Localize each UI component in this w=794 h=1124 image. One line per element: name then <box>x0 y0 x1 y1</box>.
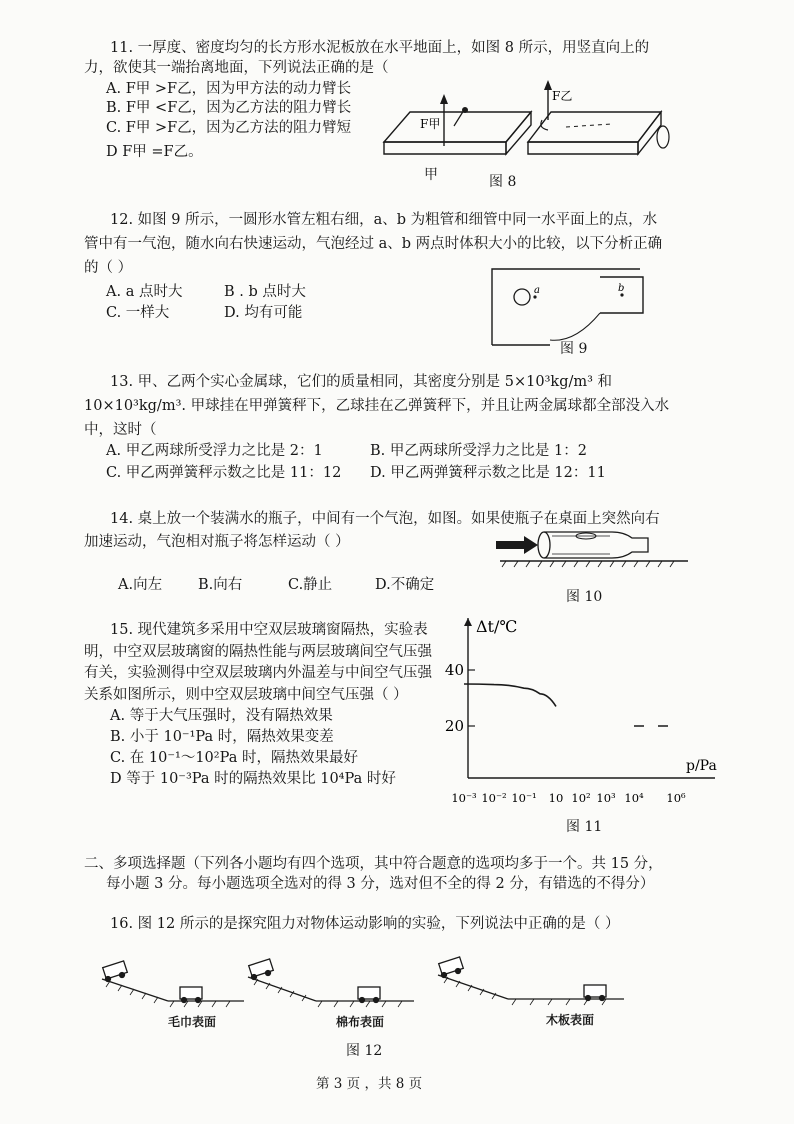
x-tick-label-5: 10³ <box>596 791 616 805</box>
q15-stem-line1: 15. 现代建筑多采用中空双层玻璃窗隔热，实验表 <box>110 622 428 638</box>
figure8-label-jia: 甲 <box>424 167 438 183</box>
q12-option-c: C. 一样大 <box>106 305 170 321</box>
q16-stem: 16. 图 12 所示的是探究阻力对物体运动影响的实验，下列说法中正确的是（ ） <box>110 916 620 932</box>
water-bottle <box>538 532 648 558</box>
ramp-setup-wood <box>438 957 624 1005</box>
q14-stem-line1: 14. 桌上放一个装满水的瓶子，中间有一个气泡，如图。如果使瓶子在桌面上突然向右 <box>110 511 660 527</box>
q14-option-b: B.向右 <box>198 577 243 593</box>
q15-option-a: A. 等于大气压强时，没有隔热效果 <box>110 708 333 724</box>
section2-heading-line2: 每小题 3 分。每小题选项全选对的得 3 分，选对但不全的得 2 分，有错选的不得分） <box>106 876 655 892</box>
point-b-label: b <box>618 283 625 294</box>
q14-stem-line2: 加速运动，气泡相对瓶子将怎样运动（ ） <box>84 534 350 550</box>
air-bubble <box>514 289 530 305</box>
ramp-setup-cotton <box>248 959 414 1007</box>
surface-label-wood: 木板表面 <box>546 1013 595 1027</box>
page-footer: 第 3 页 ，共 8 页 <box>316 1076 423 1092</box>
q15-stem-line4: 关系如图所示，则中空双层玻璃中间空气压强（ ） <box>84 687 408 703</box>
figure10-caption: 图 10 <box>566 589 603 605</box>
x-tick-label-7: 10⁶ <box>666 791 686 805</box>
q15-stem-line2: 明，中空双层玻璃窗的隔热性能与两层玻璃间空气压强 <box>84 644 432 660</box>
q13-option-b: B. 甲乙两球所受浮力之比是 1：2 <box>370 443 587 459</box>
q13-option-c: C. 甲乙两弹簧秤示数之比是 11：12 <box>106 465 342 481</box>
q15-option-d: D 等于 10⁻³Pa 时的隔热效果比 10⁴Pa 时好 <box>110 771 396 787</box>
y-axis-label: Δt/℃ <box>476 617 518 636</box>
q12-stem-line3: 的（ ） <box>84 260 133 276</box>
q13-option-d: D. 甲乙两弹簧秤示数之比是 12：11 <box>370 465 606 481</box>
q12-option-b: B . b 点时大 <box>224 284 306 300</box>
section2-heading-line1: 二、多项选择题（下列各小题均有四个选项，其中符合题意的选项均多于一个。共 15 分， <box>84 856 663 872</box>
force-label-yi: F乙 <box>552 89 573 103</box>
x-tick-label-6: 10⁴ <box>624 791 644 805</box>
figure9-caption: 图 9 <box>560 341 588 357</box>
q14-option-a: A.向左 <box>118 577 163 593</box>
q11-option-b: B. F甲 <F乙，因为乙方法的阻力臂长 <box>106 100 352 116</box>
q11-stem-line1: 11. 一厚度、密度均匀的长方形水泥板放在水平地面上，如图 8 所示，用竖直向上的 <box>110 40 650 56</box>
force-label-jia: F甲 <box>420 117 441 131</box>
y-tick-label-40: 40 <box>444 661 464 679</box>
x-tick-label-2: 10⁻¹ <box>511 791 537 805</box>
x-tick-label-1: 10⁻² <box>481 791 507 805</box>
water-pipe <box>492 269 643 345</box>
q13-stem-line2: 10×10³kg/m³. 甲球挂在甲弹簧秤下，乙球挂在乙弹簧秤下，并且让两金属球都全部没入水 <box>84 398 670 414</box>
x-axis-label: p/Pa <box>686 758 717 774</box>
q11-stem-line2: 力，欲使其一端抬离地面，下列说法正确的是（ <box>84 60 389 76</box>
x-tick-label-3: 10 <box>548 791 564 805</box>
q11-option-a: A. F甲 >F乙，因为甲方法的动力臂长 <box>106 81 352 97</box>
figure-11-chart <box>440 610 740 810</box>
surface-label-cotton: 棉布表面 <box>336 1015 385 1029</box>
q12-option-d: D. 均有可能 <box>224 305 303 321</box>
surface-label-towel: 毛巾表面 <box>168 1015 217 1029</box>
q11-option-c: C. F甲 >F乙，因为乙方法的阻力臂短 <box>106 120 352 136</box>
q15-stem-line3: 有关，实验测得中空双层玻璃内外温差与中间空气压强 <box>84 665 432 681</box>
figure12-caption: 图 12 <box>346 1043 383 1059</box>
y-tick-label-20: 20 <box>444 717 464 735</box>
q14-option-c: C.静止 <box>288 577 333 593</box>
figure-10 <box>492 524 692 574</box>
q11-option-d: D F甲 =F乙。 <box>106 144 203 160</box>
q13-stem-line1: 13. 甲、乙两个实心金属球，它们的质量相同，其密度分别是 5×10³kg/m³ 和 <box>110 374 613 390</box>
q12-stem-line2: 管中有一气泡，随水向右快速运动，气泡经过 a、b 两点时体积大小的比较，以下分析正确 <box>84 236 663 252</box>
q14-option-d: D.不确定 <box>375 577 435 593</box>
point-a-label: a <box>534 285 540 296</box>
q12-stem-line1: 12. 如图 9 所示，一圆形水管左粗右细，a、b 为粗管和细管中同一水平面上的点，水 <box>110 212 658 228</box>
series-solid-curve <box>464 684 556 706</box>
x-tick-label-4: 10² <box>571 791 591 805</box>
figure11-caption: 图 11 <box>566 819 603 835</box>
q13-option-a: A. 甲乙两球所受浮力之比是 2：1 <box>106 443 323 459</box>
slab-jia <box>384 112 531 154</box>
figure8-caption: 图 8 <box>489 174 517 190</box>
q15-option-b: B. 小于 10⁻¹Pa 时，隔热效果变差 <box>110 729 334 745</box>
q12-option-a: A. a 点时大 <box>106 284 183 300</box>
x-tick-label-0: 10⁻³ <box>451 791 477 805</box>
q15-option-c: C. 在 10⁻¹～10²Pa 时，隔热效果最好 <box>110 750 358 766</box>
push-arrow <box>496 536 538 554</box>
q13-stem-line3: 中，这时（ <box>84 422 157 438</box>
y-axis-arrow <box>464 618 472 626</box>
ramp-setup-towel <box>102 961 244 1007</box>
figure-8 <box>376 82 686 192</box>
